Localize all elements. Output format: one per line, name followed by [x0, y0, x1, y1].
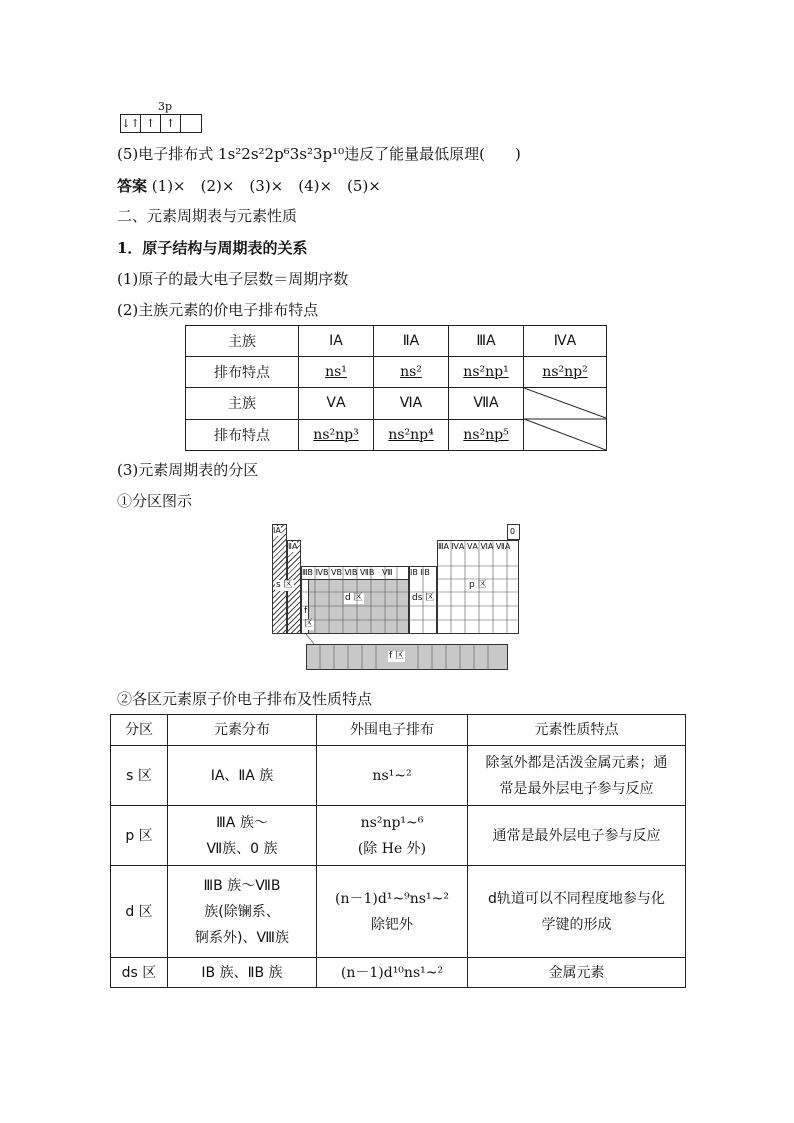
header-config: 外围电子排布 — [317, 715, 468, 746]
distribution-cell: ⅠB 族、ⅡB 族 — [168, 958, 317, 988]
distribution-cell: ⅠA、ⅡA 族 — [168, 746, 317, 806]
periodic-table-diagram — [272, 524, 520, 672]
zone-cell: ds 区 — [111, 958, 168, 988]
iia-label: ⅡA — [288, 542, 298, 551]
orbital-label: 3p — [158, 100, 173, 113]
row-label: 主族 — [186, 326, 299, 357]
item-1: (1)原子的最大电子层数＝周期序数 — [117, 270, 349, 288]
distribution-cell: ⅢB 族～ⅦB 族(除镧系、 锕系外)、Ⅷ族 — [168, 866, 317, 958]
empty-diagonal-cell — [524, 388, 607, 451]
zero-label: 0 — [510, 527, 516, 536]
property-cell: 金属元素 — [468, 958, 686, 988]
f-zone-label-2: 区 — [304, 619, 314, 629]
header-property: 元素性质特点 — [468, 715, 686, 746]
diagonal-lines — [524, 388, 606, 450]
b-group-labels: ⅢB ⅣB ⅤB ⅥB ⅦB — [302, 568, 375, 577]
ds-zone-label: ds 区 — [412, 593, 435, 603]
item-3: (3)元素周期表的分区 — [117, 461, 259, 479]
ia-label: ⅠA — [273, 526, 281, 535]
config-cell: ns²np⁵ — [449, 419, 524, 451]
distribution-cell: ⅢA 族～ Ⅶ族、0 族 — [168, 806, 317, 866]
s-zone-label: s 区 — [276, 580, 293, 590]
group-cell: ⅥA — [374, 388, 449, 420]
p-zone-label: p 区 — [469, 580, 487, 590]
config-cell: ns¹~² — [317, 746, 468, 806]
config-cell: (n－1)d¹~⁹ns¹~² 除钯外 — [317, 866, 468, 958]
group-cell: ⅦA — [449, 388, 524, 420]
group-cell: ⅡA — [374, 326, 449, 357]
group-cell: ⅤA — [299, 388, 374, 420]
answer-line — [117, 176, 381, 196]
property-cell: 通常是最外层电子参与反应 — [468, 806, 686, 866]
config-cell: (n－1)d¹⁰ns¹~² — [317, 958, 468, 988]
config-cell: ns²np¹~⁶ (除 He 外) — [317, 806, 468, 866]
table2-title: ②各区元素原子价电子排布及性质特点 — [117, 690, 373, 708]
orbital-box: ↓↑ — [121, 117, 140, 130]
zone-cell: d 区 — [111, 866, 168, 958]
partition-table — [110, 714, 686, 988]
ib-iib-labels: ⅠB ⅡB — [410, 568, 430, 577]
question-5: (5)电子排布式 1s²2s²2p⁶3s²3p¹⁰违反了能量最低原理( ) — [117, 145, 521, 163]
header-distribution: 元素分布 — [168, 715, 317, 746]
zone-cell: s 区 — [111, 746, 168, 806]
f-row-label: f 区 — [389, 651, 405, 661]
item-2: (2)主族元素的价电子排布特点 — [117, 301, 319, 319]
row-label: 排布特点 — [186, 357, 299, 388]
electron-config: 1s²2s²2p⁶3s²3p¹⁰ — [218, 145, 345, 163]
answer-label: 答案 — [117, 177, 148, 195]
orbital-box: ↑ — [161, 115, 181, 132]
p-group-labels: ⅢA ⅣA ⅤA ⅥA ⅦA — [438, 542, 511, 551]
answer-text: (1)× (2)× (3)× (4)× (5)× — [151, 177, 381, 195]
row-label: 主族 — [186, 388, 299, 420]
figure-title: ①分区图示 — [117, 492, 193, 510]
d-zone-label: d 区 — [345, 593, 363, 603]
header-zone: 分区 — [111, 715, 168, 746]
group-cell: ⅠA — [299, 326, 374, 357]
row-label: 排布特点 — [186, 419, 299, 451]
property-cell: 除氢外都是活泼金属元素；通 常是最外层电子参与反应 — [468, 746, 686, 806]
orbital-box: ↑ — [141, 115, 161, 132]
section-heading: 二、元素周期表与元素性质 — [117, 207, 298, 225]
grid-lines — [272, 524, 520, 672]
valence-table — [185, 325, 607, 451]
config-cell: ns² — [374, 357, 449, 388]
viii-label: Ⅷ — [382, 568, 393, 577]
group-cell: ⅣA — [524, 326, 607, 357]
config-cell: ns²np¹ — [449, 357, 524, 388]
subsection-heading: 1．原子结构与周期表的关系 — [117, 239, 308, 257]
config-cell: ns²np⁴ — [374, 419, 449, 451]
zone-cell: p 区 — [111, 806, 168, 866]
orbital-box-diagram — [120, 114, 202, 133]
orbital-box — [181, 115, 201, 132]
config-cell: ns²np³ — [299, 419, 374, 451]
f-zone-label-1: f — [304, 606, 308, 616]
config-cell: ns²np² — [524, 357, 607, 388]
config-cell: ns¹ — [299, 357, 374, 388]
property-cell: d轨道可以不同程度地参与化 学键的形成 — [468, 866, 686, 958]
group-cell: ⅢA — [449, 326, 524, 357]
